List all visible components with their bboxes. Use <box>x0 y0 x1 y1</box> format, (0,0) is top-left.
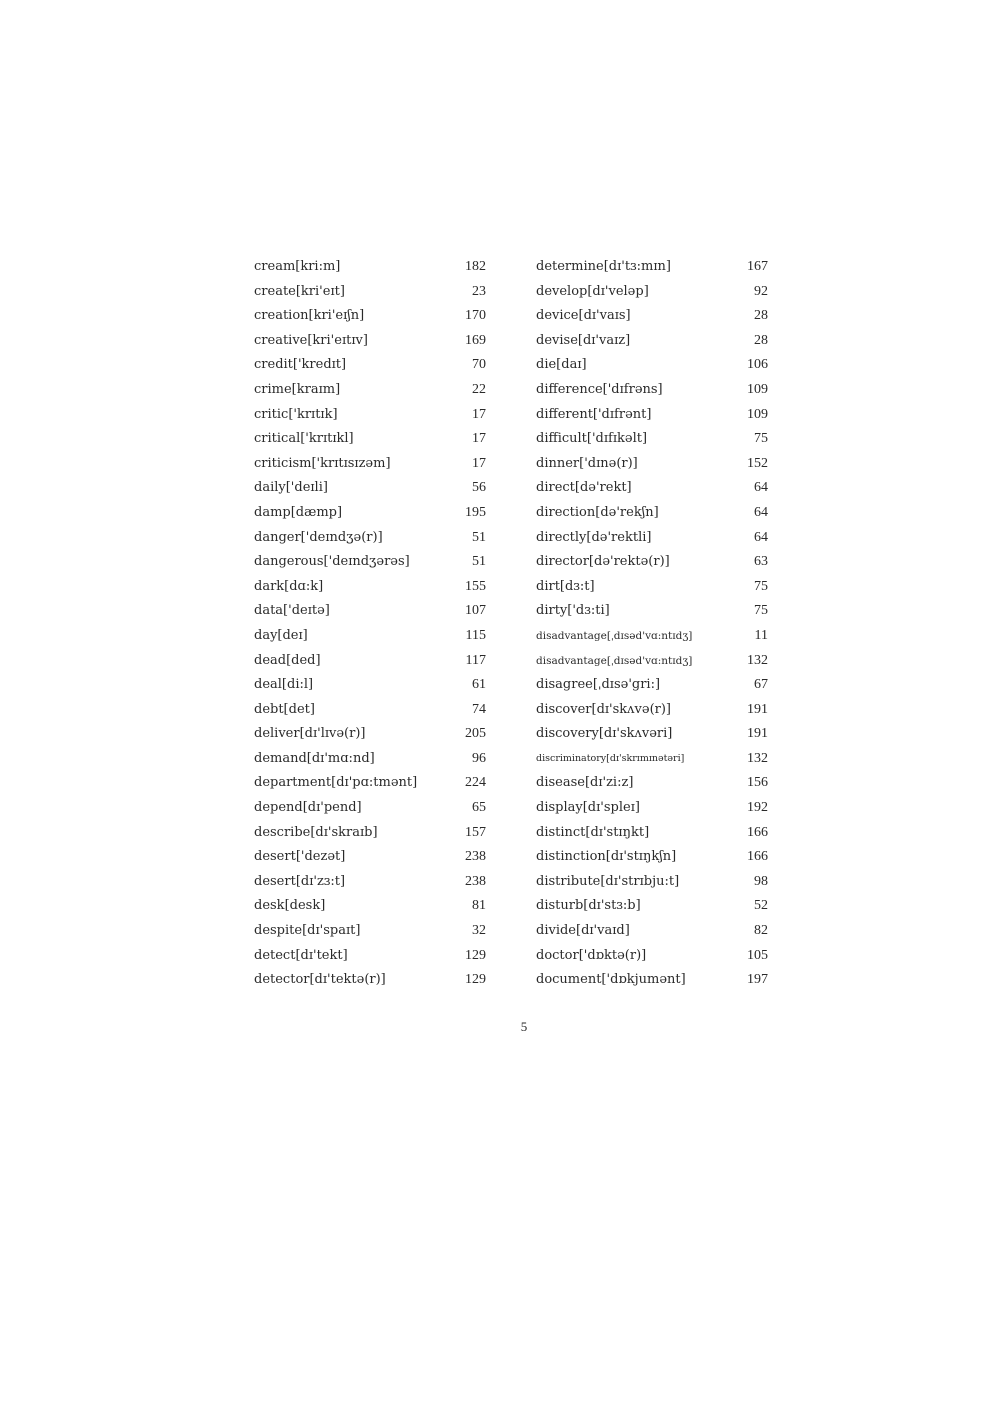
vocab-entry <box>536 796 768 821</box>
entry-word: critical['krɪtɪkl] <box>254 431 354 447</box>
entry-word: distinction[dɪ'stɪŋkʃn] <box>536 849 677 865</box>
entry-word: dangerous['deɪndʒərəs] <box>254 554 410 570</box>
entry-page-number: 82 <box>754 923 768 939</box>
vocab-entry <box>536 550 768 575</box>
entry-page-number: 51 <box>472 554 486 570</box>
entry-page-number: 157 <box>465 824 486 840</box>
vocab-entry <box>536 649 768 674</box>
entry-word: describe[dɪ'skraɪb] <box>254 824 378 840</box>
vocab-entry <box>536 452 768 477</box>
entry-word: credit['kredɪt] <box>254 357 347 373</box>
vocab-entry <box>254 821 486 846</box>
entry-word: criticism['krɪtɪsɪzəm] <box>254 455 391 471</box>
vocab-entry <box>254 255 486 280</box>
entry-page-number: 192 <box>747 800 768 816</box>
vocab-entry <box>254 845 486 870</box>
entry-word: desert['dezət] <box>254 849 346 865</box>
entry-page-number: 75 <box>754 578 768 594</box>
entry-word: discriminatory[dɪ'skrɪmɪnətəri] <box>536 752 685 764</box>
entry-page-number: 117 <box>465 652 486 668</box>
entry-page-number: 115 <box>465 627 486 643</box>
vocab-entry <box>536 698 768 723</box>
vocab-entry <box>536 255 768 280</box>
vocab-entry <box>254 526 486 551</box>
entry-page-number: 75 <box>754 431 768 447</box>
entry-word: deliver[dɪ'lɪvə(r)] <box>254 726 366 742</box>
entry-word: daily['deɪli] <box>254 480 328 496</box>
entry-word: different['dɪfrənt] <box>536 406 652 422</box>
entry-word: crime[kraɪm] <box>254 381 341 397</box>
entry-word: disease[dɪ'zi:z] <box>536 775 634 791</box>
vocab-entry <box>536 304 768 329</box>
page-number: 5 <box>520 1019 528 1034</box>
entry-page-number: 106 <box>747 357 768 373</box>
vocab-entry <box>254 624 486 649</box>
entry-word: dirty['dɜ:ti] <box>536 603 610 619</box>
vocab-entry <box>254 599 486 624</box>
entry-page-number: 64 <box>754 480 768 496</box>
entry-page-number: 129 <box>465 947 486 963</box>
entry-word: dinner['dɪnə(r)] <box>536 455 638 471</box>
entry-page-number: 64 <box>754 504 768 520</box>
entry-page-number: 23 <box>472 283 486 299</box>
entry-word: disagree[ˌdɪsə'gri:] <box>536 677 661 693</box>
vocab-entry <box>536 722 768 747</box>
entry-word: discovery[dɪ'skʌvəri] <box>536 726 673 742</box>
entry-word: develop[dɪ'veləp] <box>536 283 649 299</box>
entry-page-number: 109 <box>747 381 768 397</box>
entry-word: direct[də'rekt] <box>536 480 632 496</box>
entry-word: directly[də'rektli] <box>536 529 652 545</box>
entry-word: desk[desk] <box>254 898 326 914</box>
vocab-entry <box>254 280 486 305</box>
right-word-column <box>536 255 768 993</box>
entry-page-number: 17 <box>472 455 486 471</box>
vocab-entry <box>254 353 486 378</box>
entry-page-number: 152 <box>747 455 768 471</box>
vocab-entry <box>254 452 486 477</box>
vocab-entry <box>254 968 486 993</box>
entry-word: demand[dɪ'mɑ:nd] <box>254 750 375 766</box>
vocab-entry <box>536 624 768 649</box>
vocab-entry <box>254 550 486 575</box>
entry-word: document['dɒkjumənt] <box>536 972 686 988</box>
vocab-entry <box>536 526 768 551</box>
vocab-entry <box>536 329 768 354</box>
entry-word: disadvantage[ˌdɪsəd'vɑ:ntɪdʒ] <box>536 629 693 642</box>
entry-page-number: 238 <box>465 873 486 889</box>
entry-page-number: 61 <box>472 677 486 693</box>
entry-word: dead[ded] <box>254 652 321 668</box>
entry-word: difficult['dɪfɪkəlt] <box>536 431 648 447</box>
entry-word: debt[det] <box>254 701 315 717</box>
vocab-entry <box>254 722 486 747</box>
vocab-entry <box>536 747 768 772</box>
entry-page-number: 75 <box>754 603 768 619</box>
entry-word: disadvantage[ˌdɪsəd'vɑ:ntɪdʒ] <box>536 654 693 667</box>
entry-word: device[dɪ'vaɪs] <box>536 308 631 324</box>
vocab-entry <box>536 427 768 452</box>
entry-word: distinct[dɪ'stɪŋkt] <box>536 824 650 840</box>
entry-page-number: 191 <box>747 701 768 717</box>
vocab-entry <box>254 649 486 674</box>
vocab-entry <box>536 845 768 870</box>
entry-word: director[də'rektə(r)] <box>536 554 670 570</box>
entry-word: divide[dɪ'vaɪd] <box>536 923 630 939</box>
vocab-entry <box>254 747 486 772</box>
entry-page-number: 129 <box>465 972 486 988</box>
entry-word: creative[kri'eɪtɪv] <box>254 332 368 348</box>
vocab-entry <box>536 771 768 796</box>
vocab-entry <box>254 944 486 969</box>
entry-word: desert[dɪ'zɜ:t] <box>254 873 346 889</box>
entry-page-number: 107 <box>465 603 486 619</box>
entry-page-number: 96 <box>472 750 486 766</box>
vocab-entry <box>254 796 486 821</box>
entry-word: critic['krɪtɪk] <box>254 406 338 422</box>
entry-word: difference['dɪfrəns] <box>536 381 663 397</box>
entry-page-number: 155 <box>465 578 486 594</box>
vocab-entry <box>254 698 486 723</box>
vocab-entry <box>254 329 486 354</box>
entry-word: damp[dæmp] <box>254 504 343 520</box>
entry-word: disturb[dɪ'stɜ:b] <box>536 898 641 914</box>
entry-word: detect[dɪ'tekt] <box>254 947 348 963</box>
entry-word: deal[di:l] <box>254 677 314 693</box>
entry-word: creation[kri'eɪʃn] <box>254 308 365 324</box>
entry-page-number: 52 <box>754 898 768 914</box>
vocab-entry <box>254 476 486 501</box>
entry-word: department[dɪ'pɑ:tmənt] <box>254 775 418 791</box>
entry-page-number: 166 <box>747 849 768 865</box>
vocab-entry <box>536 280 768 305</box>
entry-word: despite[dɪ'spaɪt] <box>254 923 361 939</box>
vocab-entry <box>254 771 486 796</box>
entry-page-number: 11 <box>754 627 768 643</box>
entry-word: die[daɪ] <box>536 357 587 373</box>
entry-word: danger['deɪndʒə(r)] <box>254 529 383 545</box>
vocab-entry <box>536 501 768 526</box>
entry-page-number: 167 <box>747 259 768 274</box>
vocab-entry <box>254 427 486 452</box>
entry-word: data['deɪtə] <box>254 603 330 619</box>
vocab-entry <box>254 378 486 403</box>
vocab-entry <box>536 476 768 501</box>
entry-page-number: 51 <box>472 529 486 545</box>
entry-page-number: 132 <box>747 652 768 668</box>
entry-page-number: 70 <box>472 357 486 373</box>
vocab-entry <box>536 870 768 895</box>
entry-page-number: 28 <box>754 332 768 348</box>
vocab-entry <box>254 673 486 698</box>
entry-page-number: 64 <box>754 529 768 545</box>
entry-page-number: 182 <box>465 259 486 274</box>
entry-page-number: 109 <box>747 406 768 422</box>
entry-word: detector[dɪ'tektə(r)] <box>254 972 386 988</box>
entry-word: cream[kri:m] <box>254 259 341 274</box>
entry-word: discover[dɪ'skʌvə(r)] <box>536 701 671 717</box>
vocab-entry <box>536 353 768 378</box>
entry-page-number: 166 <box>747 824 768 840</box>
vocab-entry <box>254 403 486 428</box>
vocab-entry <box>254 870 486 895</box>
vocab-entry <box>536 599 768 624</box>
entry-page-number: 156 <box>747 775 768 791</box>
entry-page-number: 195 <box>465 504 486 520</box>
vocab-entry <box>536 821 768 846</box>
entry-page-number: 28 <box>754 308 768 324</box>
entry-word: display[dɪ'spleɪ] <box>536 800 640 816</box>
entry-page-number: 32 <box>472 923 486 939</box>
entry-page-number: 191 <box>747 726 768 742</box>
left-word-column <box>254 255 486 993</box>
entry-word: dirt[dɜ:t] <box>536 578 595 594</box>
entry-page-number: 81 <box>472 898 486 914</box>
entry-page-number: 56 <box>472 480 486 496</box>
vocab-entry <box>254 919 486 944</box>
vocab-entry <box>254 575 486 600</box>
entry-word: determine[dɪ'tɜ:mɪn] <box>536 259 671 274</box>
entry-page-number: 92 <box>754 283 768 299</box>
entry-page-number: 238 <box>465 849 486 865</box>
entry-page-number: 67 <box>754 677 768 693</box>
entry-page-number: 17 <box>472 431 486 447</box>
entry-page-number: 98 <box>754 873 768 889</box>
vocab-entry <box>536 919 768 944</box>
entry-page-number: 65 <box>472 800 486 816</box>
vocab-entry <box>536 673 768 698</box>
vocab-entry <box>536 378 768 403</box>
entry-page-number: 197 <box>747 972 768 988</box>
entry-word: dark[dɑ:k] <box>254 578 324 594</box>
vocab-entry <box>536 944 768 969</box>
entry-page-number: 105 <box>747 947 768 963</box>
entry-word: devise[dɪ'vaɪz] <box>536 332 631 348</box>
vocab-entry <box>254 304 486 329</box>
entry-page-number: 224 <box>465 775 486 791</box>
entry-page-number: 22 <box>472 381 486 397</box>
entry-page-number: 205 <box>465 726 486 742</box>
entry-word: doctor['dɒktə(r)] <box>536 947 647 963</box>
entry-page-number: 63 <box>754 554 768 570</box>
entry-word: create[kri'eɪt] <box>254 283 345 299</box>
entry-word: direction[də'rekʃn] <box>536 504 659 520</box>
vocab-entry <box>536 575 768 600</box>
vocab-entry <box>536 894 768 919</box>
vocab-entry <box>536 403 768 428</box>
vocab-entry <box>254 894 486 919</box>
entry-word: distribute[dɪ'strɪbju:t] <box>536 873 680 889</box>
entry-page-number: 169 <box>465 332 486 348</box>
entry-page-number: 170 <box>465 308 486 324</box>
vocab-entry <box>536 968 768 993</box>
vocab-entry <box>254 501 486 526</box>
entry-page-number: 17 <box>472 406 486 422</box>
entry-word: day[deɪ] <box>254 627 308 643</box>
entry-page-number: 74 <box>472 701 486 717</box>
entry-page-number: 132 <box>747 750 768 766</box>
entry-word: depend[dɪ'pend] <box>254 800 362 816</box>
